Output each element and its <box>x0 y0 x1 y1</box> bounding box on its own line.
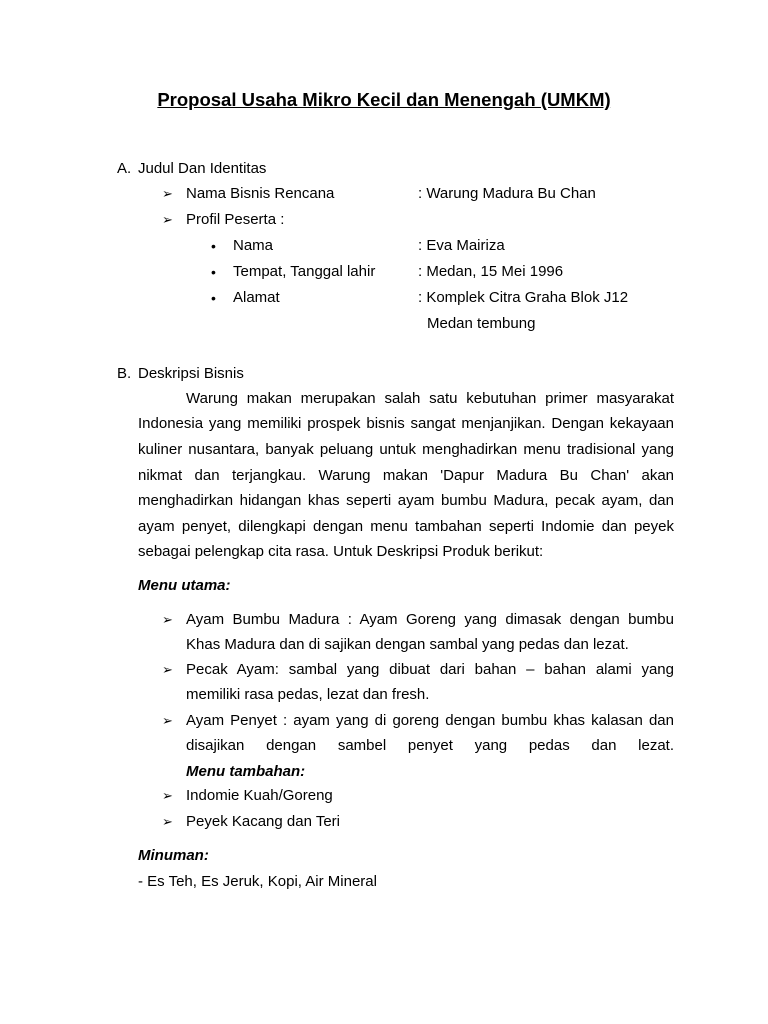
round-bullet-icon: • <box>211 290 216 306</box>
menu-tambahan-item: Indomie Kuah/Goreng <box>186 787 333 804</box>
round-bullet-icon: • <box>211 264 216 280</box>
name-value: : Eva Mairiza <box>418 237 505 254</box>
birth-value: : Medan, 15 Mei 1996 <box>418 263 564 280</box>
document-title: Proposal Usaha Mikro Kecil dan Menengah (UMKM) <box>157 89 611 110</box>
menu-utama-label: Menu utama: <box>138 577 231 594</box>
minuman-label: Minuman: <box>138 847 209 864</box>
section-a-heading: Judul Dan Identitas <box>138 160 267 177</box>
paragraph-line: menghadirkan hidangan khas seperti ayam bumbu Madura, pecak ayam, dan <box>138 492 674 509</box>
menu-item-line: Khas Madura dan di sajikan dengan sambal yang pedas dan lezat. <box>186 636 629 653</box>
menu-item-line: disajikan dengan sambel penyet yang pedas dan lezat. <box>186 737 674 754</box>
paragraph-line: sebagai pelengkap cita rasa. Untuk Deskripsi Produk berikut: <box>138 543 544 560</box>
arrow-bullet-icon: ➢ <box>162 612 173 627</box>
arrow-bullet-icon: ➢ <box>162 212 173 227</box>
arrow-bullet-icon: ➢ <box>162 814 173 829</box>
arrow-bullet-icon: ➢ <box>162 788 173 803</box>
paragraph-line: Indonesia yang memiliki prospek bisnis sangat menjanjikan. Dengan kekayaan <box>138 415 674 432</box>
profile-label: Profil Peserta : <box>186 211 285 228</box>
round-bullet-icon: • <box>211 238 216 254</box>
business-name-value: : Warung Madura Bu Chan <box>418 185 596 202</box>
name-label: Nama <box>233 237 274 254</box>
paragraph-line: Warung makan merupakan salah satu kebutuhan primer masyarakat <box>186 390 674 407</box>
section-b-marker: B. <box>117 365 132 382</box>
menu-item-line: Ayam Penyet : ayam yang di goreng dengan bumbu khas kalasan dan <box>186 712 674 729</box>
menu-item-line: memiliki rasa pedas, lezat dan fresh. <box>186 686 430 703</box>
birth-label: Tempat, Tanggal lahir <box>233 263 376 280</box>
business-name-label: Nama Bisnis Rencana <box>186 185 335 202</box>
menu-item-line: Ayam Bumbu Madura : Ayam Goreng yang dimasak dengan bumbu <box>186 611 674 628</box>
paragraph-line: nikmat dan terjangkau. Warung makan 'Dapur Madura Bu Chan' akan <box>138 467 674 484</box>
minuman-list: - Es Teh, Es Jeruk, Kopi, Air Mineral <box>138 873 377 890</box>
arrow-bullet-icon: ➢ <box>162 662 173 677</box>
paragraph-line: kuliner nusantara, banyak peluang untuk menghadirkan menu tradisional yang <box>138 441 674 458</box>
section-b-heading: Deskripsi Bisnis <box>138 365 244 382</box>
menu-tambahan-label: Menu tambahan: <box>186 763 306 780</box>
arrow-bullet-icon: ➢ <box>162 713 173 728</box>
arrow-bullet-icon: ➢ <box>162 186 173 201</box>
section-a-marker: A. <box>117 160 132 177</box>
menu-item-line: Pecak Ayam: sambal yang dibuat dari bahan – bahan alami yang <box>186 661 674 678</box>
address-value-line2: Medan tembung <box>427 315 536 332</box>
address-label: Alamat <box>233 289 280 306</box>
address-value: : Komplek Citra Graha Blok J12 <box>418 289 629 306</box>
menu-tambahan-item: Peyek Kacang dan Teri <box>186 813 340 830</box>
paragraph-line: ayam penyet, dilengkapi dengan menu tambahan seperti Indomie dan peyek <box>138 518 674 535</box>
